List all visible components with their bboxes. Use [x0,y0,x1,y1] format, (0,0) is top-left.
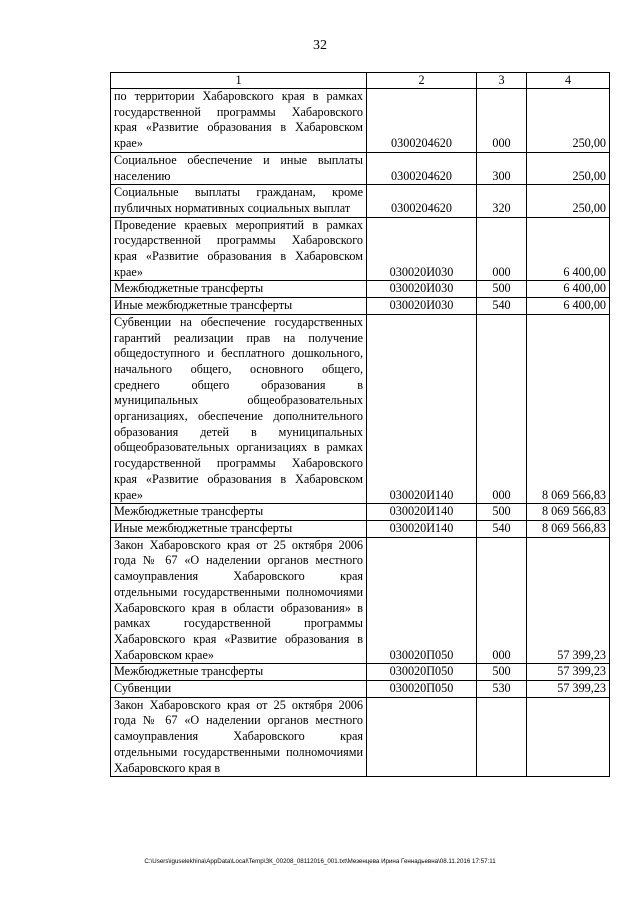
row-type-cell: 540 [477,520,527,537]
row-code-cell [367,697,477,777]
row-type-cell: 530 [477,681,527,698]
row-type-cell: 000 [477,537,527,664]
table-row [111,217,610,281]
table-row [111,681,610,698]
row-name-cell: Закон Хабаровского края от 25 октября 2006 года № 67 «О наделении органов местного самоуправления Хабаровского края отдельными государственными полномочиями Хабаровского края в области образования» в рамках государственной программы Хабаровского края «Развитие образования в Хабаровском крае» [111,537,367,664]
row-type-cell: 000 [477,314,527,503]
row-name-cell: Субвенции на обеспечение государственных гарантий реализации прав на получение общедоступного и бесплатного дошкольного, начального общего, основного общего, среднего общего образования в муниципальных общеобразовательных организациях, обеспечение дополнительного образования детей в муниципальных общеобразовательных организациях в рамках государственной программы Хабаровского края «Развитие образования в Хабаровском крае» [111,314,367,503]
column-header: 3 [477,73,527,89]
row-sum-cell: 57 399,23 [527,537,610,664]
row-code-cell: 030020И030 [367,281,477,298]
row-code-cell: 0300204620 [367,185,477,217]
row-sum-cell: 250,00 [527,185,610,217]
row-name-cell: Закон Хабаровского края от 25 октября 2006 года № 67 «О наделении органов местного самоуправления Хабаровского края отдельными государственными полномочиями Хабаровского края в [111,697,367,777]
column-header: 2 [367,73,477,89]
table-row [111,697,610,777]
row-name-cell: Социальные выплаты гражданам, кроме публичных нормативных социальных выплат [111,185,367,217]
table-row [111,185,610,217]
row-code-cell: 030020И030 [367,217,477,281]
row-code-cell: 0300204620 [367,152,477,184]
row-type-cell [477,697,527,777]
row-code-cell: 030020И030 [367,298,477,315]
row-code-cell: 030020И140 [367,504,477,521]
row-name-cell: Межбюджетные трансферты [111,664,367,681]
column-header: 1 [111,73,367,89]
footer-file-path: C:\Users\iguselekhina\AppData\Local\Temp\ЗК_00208_08112016_001.txt\Мезенцева Ирина Геннадьевна\08.11.2016 17:57:11 [144,858,496,865]
row-name-cell: Иные межбюджетные трансферты [111,298,367,315]
table-row [111,537,610,664]
page-number: 32 [313,38,327,53]
row-code-cell: 030020И140 [367,520,477,537]
row-sum-cell: 6 400,00 [527,217,610,281]
row-name-cell: Социальное обеспечение и иные выплаты населению [111,152,367,184]
table-row [111,89,610,153]
table-row [111,281,610,298]
row-sum-cell [527,697,610,777]
row-sum-cell: 6 400,00 [527,298,610,315]
row-type-cell: 500 [477,281,527,298]
table-row [111,504,610,521]
row-sum-cell: 57 399,23 [527,681,610,698]
row-sum-cell: 8 069 566,83 [527,520,610,537]
row-sum-cell: 57 399,23 [527,664,610,681]
row-type-cell: 500 [477,664,527,681]
row-name-cell: Проведение краевых мероприятий в рамках государственной программы Хабаровского края «Развитие образования в Хабаровском крае» [111,217,367,281]
table-row [111,152,610,184]
table-row [111,664,610,681]
column-header: 4 [527,73,610,89]
budget-table [110,72,610,777]
row-code-cell: 030020И140 [367,314,477,503]
row-code-cell: 030020П050 [367,537,477,664]
row-type-cell: 000 [477,217,527,281]
row-name-cell: Межбюджетные трансферты [111,504,367,521]
row-code-cell: 0300204620 [367,89,477,153]
table-row [111,520,610,537]
row-name-cell: Межбюджетные трансферты [111,281,367,298]
row-type-cell: 540 [477,298,527,315]
row-code-cell: 030020П050 [367,664,477,681]
row-sum-cell: 8 069 566,83 [527,504,610,521]
table-row [111,314,610,503]
row-sum-cell: 250,00 [527,89,610,153]
table-body [111,89,610,777]
row-sum-cell: 6 400,00 [527,281,610,298]
row-type-cell: 000 [477,89,527,153]
table-header-row [111,73,610,89]
row-code-cell: 030020П050 [367,681,477,698]
row-name-cell: Субвенции [111,681,367,698]
row-name-cell: по территории Хабаровского края в рамках государственной программы Хабаровского края «Развитие образования в Хабаровском крае» [111,89,367,153]
row-sum-cell: 250,00 [527,152,610,184]
table-row [111,298,610,315]
row-type-cell: 300 [477,152,527,184]
row-name-cell: Иные межбюджетные трансферты [111,520,367,537]
row-type-cell: 320 [477,185,527,217]
row-type-cell: 500 [477,504,527,521]
row-sum-cell: 8 069 566,83 [527,314,610,503]
